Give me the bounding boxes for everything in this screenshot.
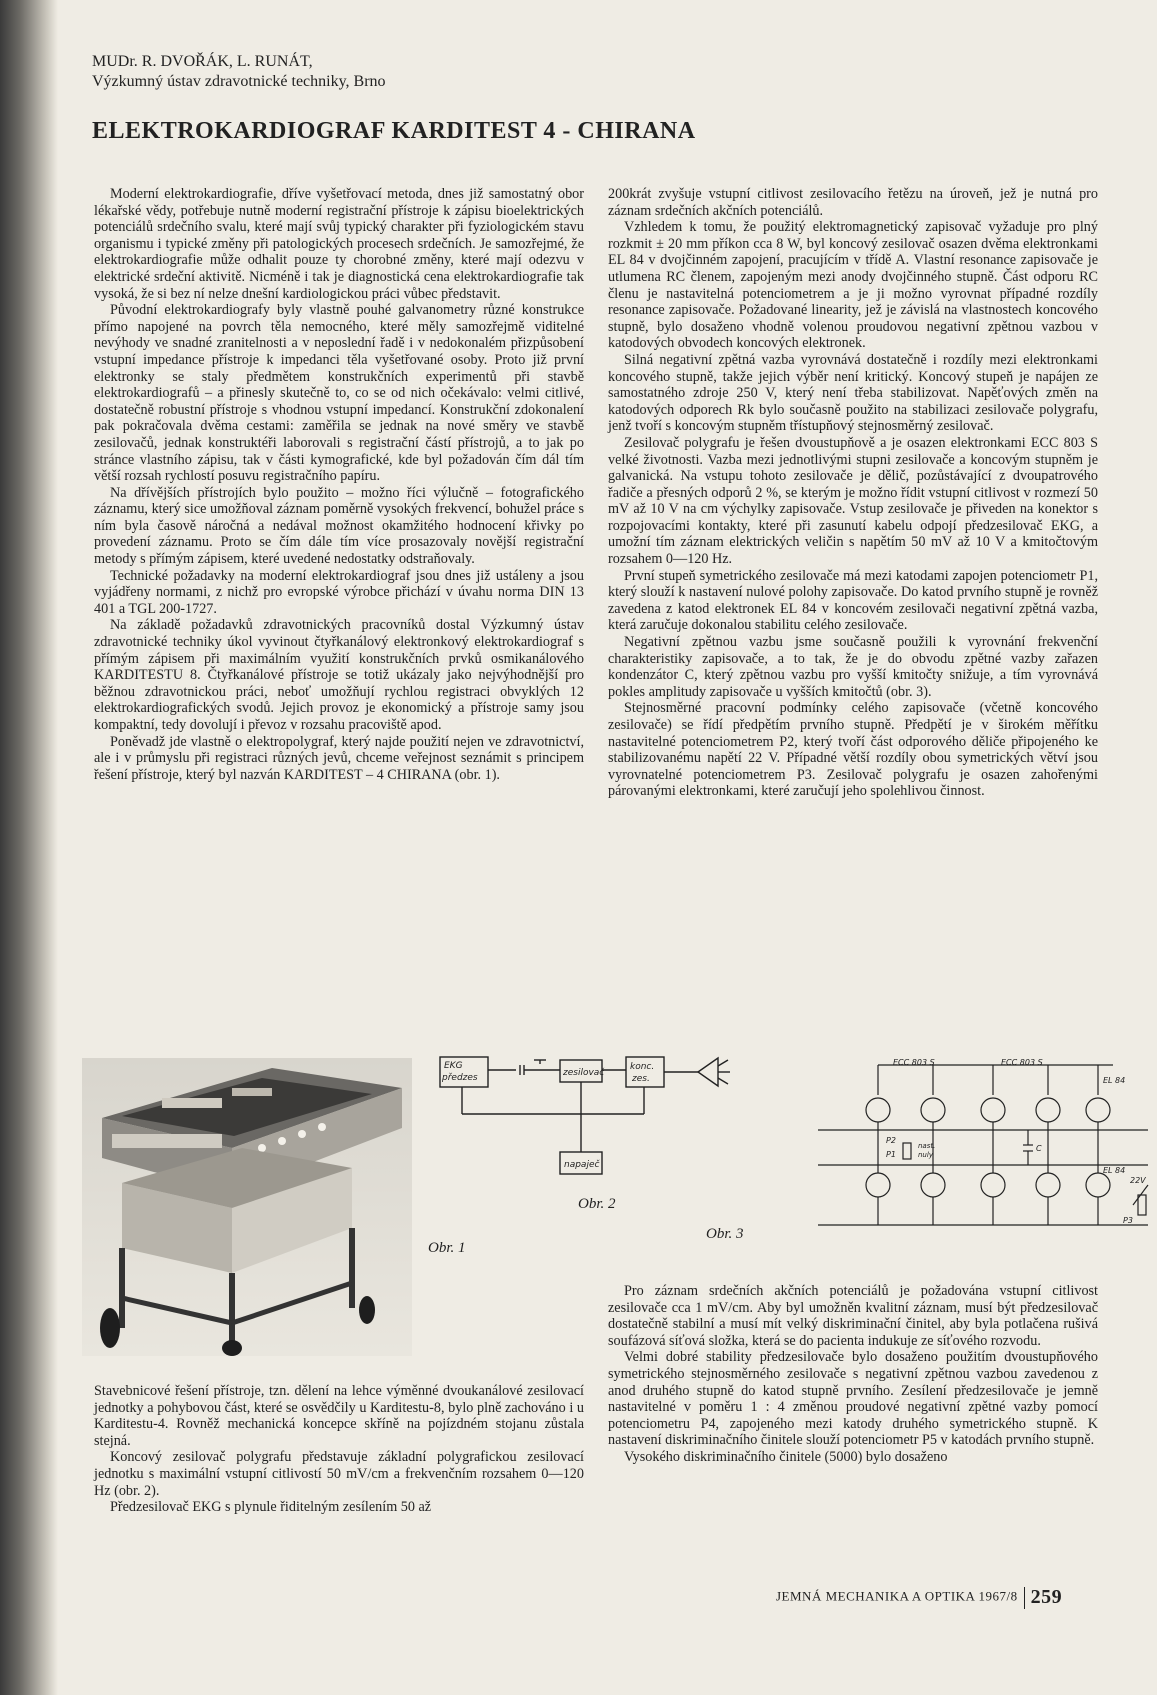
tube-label-el84-top: EL 84 (1103, 1076, 1126, 1085)
paragraph: Zesilovač polygrafu je řešen dvoustupňově a je osazen elektronkami ECC 803 S velké životnosti. Vazba mezi jednotlivými stupni zesilovače a koncovým stupněm je galvanická. Na vstupu tohoto zesilovače je dělič, pozůstávající z dvoupatrového řadiče a přesných odporů 2 %, se kterým je možno řídit vstupní citlivost v rozmezí 50 mV až 10 V na cm výchylky zapisovače. Vstup zesilovače je přiveden na konektor s rozpojovacími kontakty, které při zasunutí kabelu odpojí předzesilovač EKG, a umožní tím záznam elektrických veličin s napětím 50 mV až 10 V a kmitočtovým rozsahem 0—120 Hz. (608, 434, 1098, 568)
paragraph: Stejnosměrné pracovní podmínky celého zapisovače (včetně koncového zesilovače) se řídí předpětím prvního stupně. Předpětí je v širokém měřítku nastavitelné potenciometrem P2, který tvoří část odporového děliče připojeného ke stabilizovanému napětí 22 V. Případné větší rozdíly obou symetrických větví jsou vyrovnatelné potenciometrem P3. Zesilovač polygrafu je osazen zahořenými párovanými elektronkami, které zaručují jeho spolehlivou činnost. (608, 700, 1098, 800)
block-zesilovac-label: zesilovač (563, 1068, 605, 1078)
page-footer (776, 1586, 1062, 1609)
label-nast-1: nast. (918, 1142, 936, 1150)
paragraph: Vysokého diskriminačního činitele (5000) bylo dosaženo (624, 1448, 948, 1465)
figure-caption-obr2: Obr. 2 (578, 1196, 616, 1212)
label-p1: P1 (886, 1150, 896, 1159)
label-p2: P2 (886, 1136, 896, 1145)
label-c: C (1036, 1144, 1042, 1153)
text-column-right-bottom (608, 1283, 1098, 1466)
figure-caption-obr3: Obr. 3 (706, 1226, 744, 1242)
block-konc-label-1: konc. (630, 1062, 655, 1072)
paragraph: Technické požadavky na moderní elektrokardiograf jsou dnes již ustáleny a jsou vyjádřeny normami, z nichž pro evropské výrobce přichází v úvahu norma DIN 13 401 a TGL 200-1727. (94, 567, 584, 617)
block-konc-label-2: zes. (632, 1074, 650, 1084)
journal-name: JEMNÁ MECHANIKA A OPTIKA 1967/8 (776, 1588, 1018, 1604)
circuit-schematic (778, 1055, 1157, 1255)
author-block (92, 52, 386, 92)
paragraph: Na dřívějších přístrojích bylo použito – možno říci výlučně – fotografického záznamu, který sice umožňoval záznam poměrně vysokých frekvencí, bohužel práce s ním byla časově náročná a nedával možnost okamžitého hodnocení křivky po provedení záznamu. Proto se čím dále tím více prosazovaly novější registrační metody s přímým zápisem, které uvedené nedostatky odstraňovaly. (94, 484, 584, 568)
paragraph: Silná negativní zpětná vazba vyrovnává dostatečně i rozdíly mezi elektronkami koncového stupně, takže jejich výběr není kritický. Koncový stupeň je napájen ze samostatného zdroje 250 V, který není třeba stabilizovat. Napěťových změn na katodových odporech Rk bylo současně použito na stabilizaci zesilovače polygrafu, jenž tvoří s koncovým stupněm třístupňový stejnosměrný zesilovač. (608, 351, 1098, 435)
paragraph: Vzhledem k tomu, že použitý elektromagnetický zapisovač vyžaduje pro plný rozkmit ± 20 mm příkon cca 8 W, byl koncový zesilovač osazen dvěma elektronkami EL 84 v dvojčinném zapojení, pracujícím v třídě A. Vlastní resonance zapisovače je utlumena RC členem, zapojeným mezi anody dvojčinného stupně. Část odporu RC členu je nastavitelná potenciometrem a je ji možno vyrovnat případné rozdíly resonance zapisovače. Požadované linearity, jež je závislá na vlastnostech koncového stupně, bylo dosaženo vhodně volenou proudovou negativní zpětnou vazbou v katodových obvodech koncových elektronek. (608, 219, 1098, 352)
paragraph: Předzesilovač EKG s plynule řiditelným zesílením 50 až (110, 1499, 432, 1516)
paragraph: Poněvadž jde vlastně o elektropolygraf, který najde použití nejen ve zdravotnictví, ale i v průmyslu při registraci různých jevů, chceme veřejnost seznámit s principem řešení přístroje, který byl nazván KARDITEST – 4 CHIRANA (obr. 1). (94, 733, 584, 783)
scan-edge (0, 0, 58, 1695)
label-22v: 22V (1130, 1176, 1146, 1185)
paragraph: Původní elektrokardiografy byly vlastně pouhé galvanometry různé konstrukce přímo napojené na povrch těla nemocného, které měly samozřejmě viditelné nevýhody ve snadné zranitelnosti a v neposlední řadě i v nedokonalém přizpůsobení vstupní impedance přístroje k impedanci těla vyšetřované osoby. Proto již první elektronky se staly předmětem konstrukčních experimentů při stavbě elektrokardiografů – a přinesly skutečně to, co se od nich očekávalo: velmi citlivé, dostatečně robustní přístroje s vhodnou vstupní impedancí. Konstrukční zdokonalení pak pokračovala dvěma cestami: zaměřila se jednak na nové směry ve stavbě zesilovačů, jednak konstruktéři laborovali s registrační částí přístrojů, a to jak po stránce vlastního zápisu, tak v části kymografické, kde byl požadován čím dál tím větší rozsah rychlostí posuvu registračního papíru. (94, 302, 584, 485)
label-p3: P3 (1123, 1216, 1133, 1225)
block-ekg-label-2: předzes (442, 1073, 478, 1083)
paragraph: Negativní zpětnou vazbu jsme současně použili k vyrovnání frekvenční charakteristiky zapisovače, a to tak, že je do obvodu zpětné vazby zařazen kondenzátor C, který zpětnou vazbu pro vyšší kmitočty snižuje, a tím vyrovnává pokles amplitudy zapisovače u vyšších kmitočtů (obr. 3). (608, 634, 1098, 700)
paragraph: Na základě požadavků zdravotnických pracovníků dostal Výzkumný ústav zdravotnické techniky úkol vyvinout čtyřkanálový elektronkový elektrokardiograf s přímým zápisem při maximálním využití konstrukčních prvků osmikanálového KARDITESTU 8. Čtyřkanálové přístroje se totiž ukázaly jako nejvýhodnější pro běžnou zdravotnickou práci, neboť umožňují rychlou registraci obvyklých 12 elektrokardiografických svodů. Jejich provoz je ekonomický a přístroje samy jsou kompaktní, tedy dovolují i převoz v rozsahu pracoviště apod. (94, 617, 584, 733)
device-photo (82, 1058, 412, 1356)
block-ekg-label-1: EKG (444, 1061, 463, 1071)
tube-label-el84-bot: EL 84 (1103, 1166, 1126, 1175)
institute: Výzkumný ústav zdravotnické techniky, Brno (92, 73, 386, 90)
paragraph: Moderní elektrokardiografie, dříve vyšetřovací metoda, dnes již samostatný obor lékařské vědy, potřebuje nutně moderní registrační přístroje k zápisu bioelektrických potenciálů srdečního svalu, které mají svůj typický charakter při fyziologickém stavu organismu i typické změny při patologických procesech srdečních. Je samozřejmé, že elektrokardiografie může odhalit pouze ty chorobné změny, které mají odezvu v elektrické srdeční aktivitě. Nicméně i tak je diagnostická cena elektrokardiografie tak vysoká, že si bez ní nelze dnešní kardiologickou práci vůbec představit. (94, 186, 584, 302)
tube-label-ecc2: ECC 803 S (1001, 1058, 1043, 1067)
paragraph: 200krát zvyšuje vstupní citlivost zesilovacího řetězu na úroveň, jež je nutná pro záznam srdečních akčních potenciálů. (608, 186, 1098, 219)
text-column-right-top (608, 186, 1098, 800)
footer-divider (1024, 1587, 1025, 1609)
page-number: 259 (1030, 1586, 1063, 1608)
tube-label-ecc1: ECC 803 S (893, 1058, 935, 1067)
paragraph: První stupeň symetrického zesilovače má mezi katodami zapojen potenciometr P1, který slouží k nastavení nulové polohy zapisovače. Do katod prvního stupně je rovněž zavedena z katod elektronek EL 84 v koncovém zesilovači negativní zpětná vazba, která zaručuje dokonalou stabilitu celého zesilovače. (608, 567, 1098, 634)
block-diagram (438, 1052, 773, 1212)
authors: MUDr. R. DVOŘÁK, L. RUNÁT, (92, 53, 313, 70)
journal-page (58, 0, 1157, 1695)
figure-caption-obr1: Obr. 1 (428, 1240, 466, 1256)
block-napajec-label: napaječ (564, 1160, 600, 1170)
paragraph: Pro záznam srdečních akčních potenciálů je požadována vstupní citlivost zesilovače cca 1 mV/cm. Aby byl umožněn kvalitní záznam, musí být předzesilovač dostatečně stabilní a musí mít velký diskriminační činitel, aby byla potlačena rušivá soufázová síťová složka, která se do pacienta indukuje ze síťového rozvodu. (608, 1283, 1098, 1349)
paragraph: Stavebnicové řešení přístroje, tzn. dělení na lehce výměnné dvoukanálové zesilovací jednotky a pohybovou část, které se osvědčily u Karditestu-8, bylo plně zachováno i u Karditestu-4. Rovněž mechanická koncepce skříně na pojízdném stojanu zůstala stejná. (94, 1383, 584, 1449)
text-column-left-bottom (94, 1383, 584, 1516)
text-column-left-top (94, 186, 584, 783)
label-nast-2: nuly (918, 1151, 933, 1159)
paragraph: Velmi dobré stability předzesilovače bylo dosaženo použitím dvoustupňového symetrického stejnosměrného zesilovače s negativní zpětnou vazbou zavedenou z anod druhého stupně do katod stupně prvního. Zesílení předzesilovače je jemně nastavitelné v poměru 1 : 4 změnou proudové negativní zpětné vazby pomocí potenciometru P4, zapojeného mezi katody druhého symetrického stupně. K nastavení diskriminačního činitele slouží potenciometr P5 v katodách prvního stupně. (608, 1349, 1098, 1449)
paragraph: Koncový zesilovač polygrafu představuje základní polygrafickou zesilovací jednotku s maximální vstupní citlivostí 50 mV/cm a frekvenčním rozsahem 0—120 Hz (obr. 2). (94, 1449, 584, 1499)
article-title: ELEKTROKARDIOGRAF KARDITEST 4 - CHIRANA (92, 118, 696, 144)
